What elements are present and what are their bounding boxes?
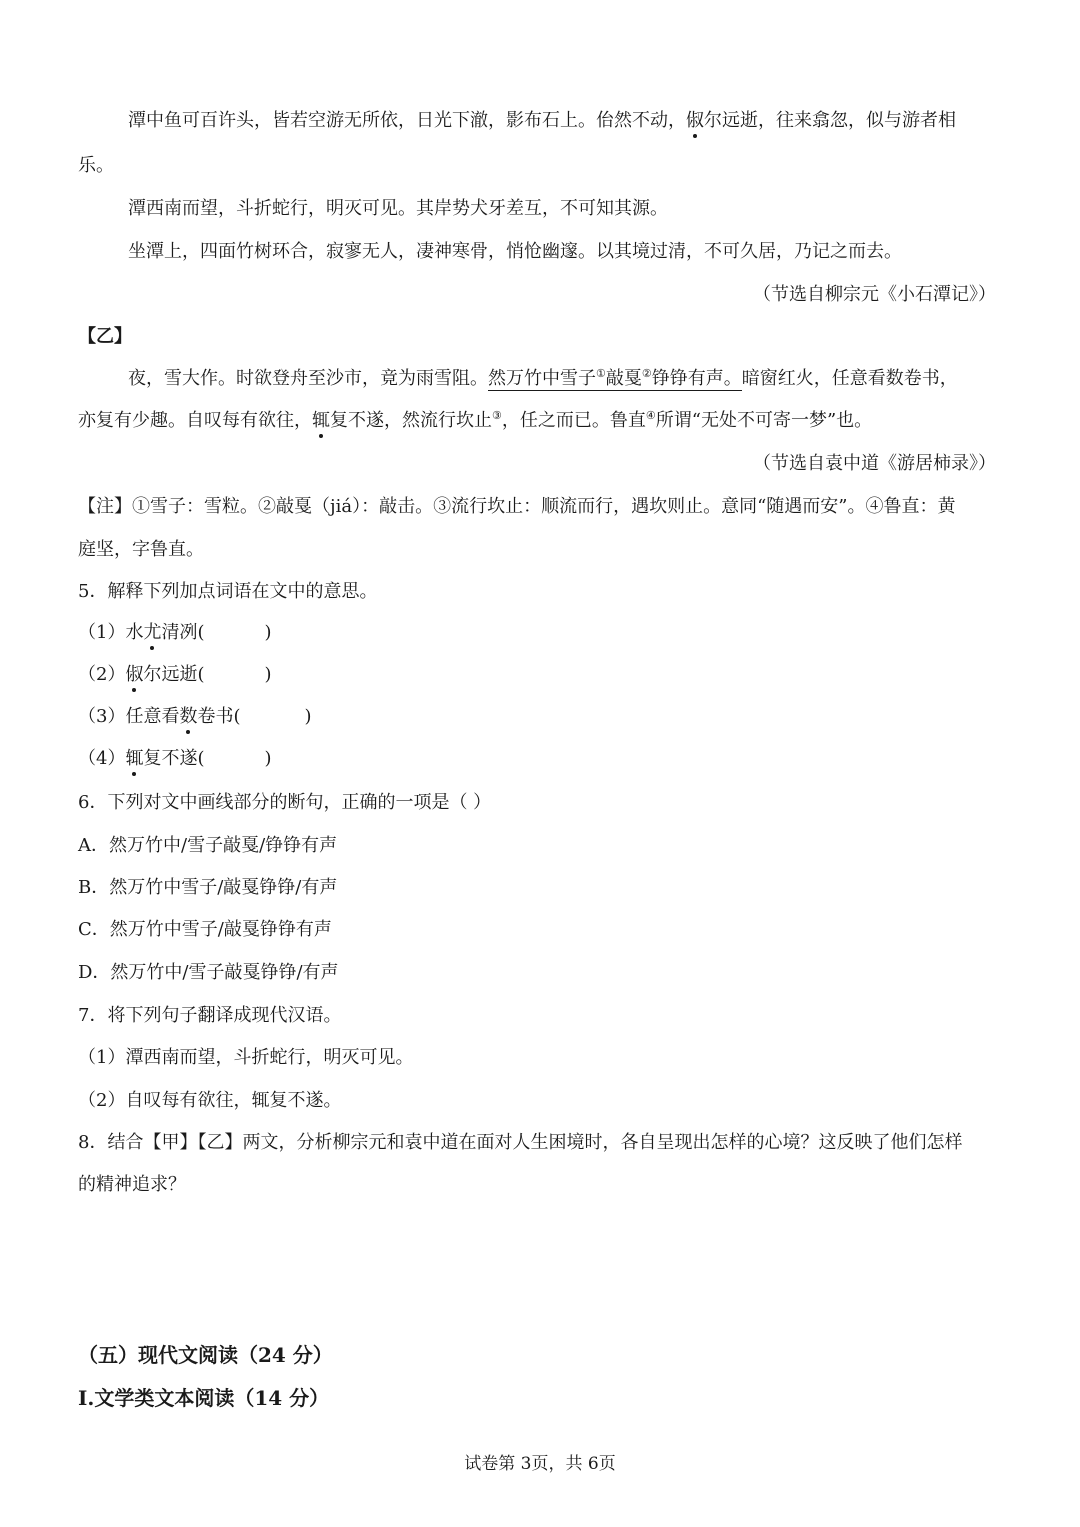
- question-8-line-1: 8．结合【甲】【乙】两文，分析柳宗元和袁中道在面对人生困境时，各自呈现出怎样的心境？这反映了他们怎样: [78, 1132, 963, 1153]
- question-6-option-a[interactable]: A．然万竹中/雪子敲戛/铮铮有声: [78, 835, 338, 856]
- underlined-sentence: 然万竹中雪子①敲戛②铮铮有声。: [488, 367, 742, 389]
- dotted-char: 辄: [125, 748, 144, 769]
- question-5-stem: 5．解释下列加点词语在文中的意思。: [78, 581, 378, 602]
- page-footer: 试卷第 3页，共 6页: [464, 1454, 616, 1474]
- passage-yi-source: （节选自袁中道《游居柿录》）: [753, 453, 996, 474]
- note-line-2: 庭坚，字鲁直。: [78, 539, 204, 560]
- question-6-option-b[interactable]: B．然万竹中雪子/敲戛铮铮/有声: [78, 877, 338, 898]
- dotted-char: 俶: [686, 110, 704, 131]
- question-7-stem: 7．将下列句子翻译成现代汉语。: [78, 1005, 342, 1026]
- passage-yi-heading: 【乙】: [78, 326, 132, 347]
- question-6-option-d[interactable]: D．然万竹中/雪子敲戛铮铮/有声: [78, 962, 339, 983]
- section-5-title: （五）现代文阅读（24 分）: [78, 1343, 333, 1367]
- section-5-subtitle: I.文学类文本阅读（14 分）: [78, 1386, 330, 1410]
- question-8-line-2: 的精神追求？: [78, 1174, 186, 1195]
- question-6-stem: 6．下列对文中画线部分的断句，正确的一项是（ ）: [78, 792, 492, 813]
- dotted-char: 数: [179, 706, 198, 727]
- passage-jia-source: （节选自柳宗元《小石潭记》）: [753, 284, 996, 305]
- note-line-1: 【注】①雪子：雪粒。②敲戛（jiá）：敲击。③流行坎止：顺流而行，遇坎则止。意同“随遇而安”。④鲁直：黄: [78, 496, 956, 517]
- passage-yi-line-2: 亦复有少趣。自叹每有欲往，辄复不遂，然流行坎止③，任之而已。鲁直④所谓“无处不可寄一梦”也。: [78, 409, 873, 431]
- question-5-item-4: （4）辄复不遂( ): [78, 748, 272, 769]
- dotted-char: 俶: [125, 664, 144, 685]
- question-5-item-1: （1）水尤清冽( ): [78, 622, 272, 643]
- question-7-item-1: （1）潭西南而望，斗折蛇行，明灭可见。: [78, 1047, 414, 1068]
- question-5-item-2: （2）俶尔远逝( ): [78, 664, 272, 685]
- passage-jia-paragraph-3: 坐潭上，四面竹树环合，寂寥无人，凄神寒骨，悄怆幽邃。以其境过清，不可久居，乃记之而去。: [128, 241, 902, 262]
- dotted-char: 尤: [143, 622, 162, 643]
- question-7-item-2: （2）自叹每有欲往，辄复不遂。: [78, 1090, 342, 1111]
- passage-jia-paragraph-1: 潭中鱼可百许头，皆若空游无所依，日光下澈，影布石上。佁然不动，俶尔远逝，往来翕忽，似与游者相: [128, 110, 956, 131]
- passage-yi-line-1: 夜，雪大作。时欲登舟至沙市，竟为雨雪阻。然万竹中雪子①敲戛②铮铮有声。暗窗红火，任意看数卷书，: [128, 367, 958, 389]
- passage-jia-paragraph-2: 潭西南而望，斗折蛇行，明灭可见。其岸势犬牙差互，不可知其源。: [128, 198, 668, 219]
- question-6-option-c[interactable]: C．然万竹中雪子/敲戛铮铮有声: [78, 919, 332, 940]
- dotted-char: 辄: [312, 410, 330, 431]
- passage-jia-paragraph-1-cont: 乐。: [78, 155, 114, 176]
- question-5-item-3: （3）任意看数卷书( ): [78, 706, 312, 727]
